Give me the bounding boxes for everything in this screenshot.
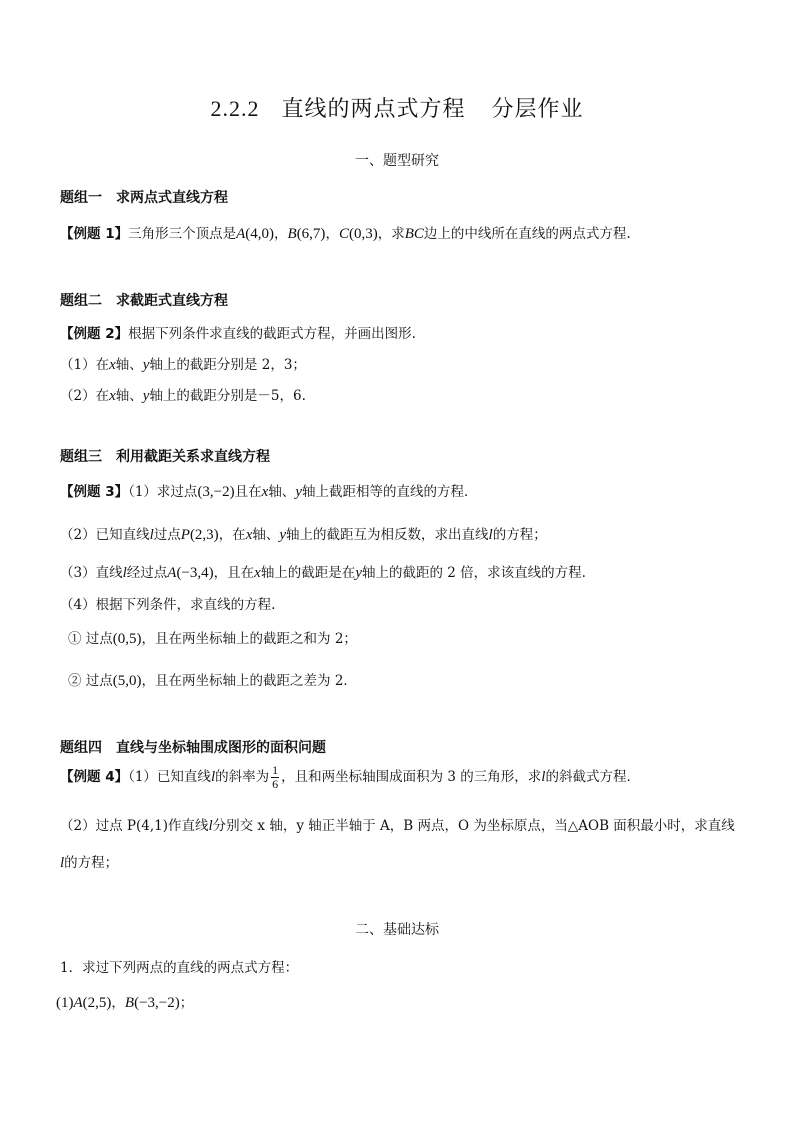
example3-q4-item1 <box>68 627 357 648</box>
group2-title: 求截距式直线方程 <box>116 293 228 309</box>
text: （2）已知直线 <box>60 527 150 543</box>
segment-label: BC <box>404 226 424 242</box>
text: （1）已知直线 <box>128 769 211 785</box>
text: 轴上的截距分别是－5，6. <box>149 388 306 404</box>
example3-q1 <box>60 480 477 501</box>
var: l <box>210 769 216 785</box>
text: ，且在两坐标轴上的截距之和为 2； <box>141 631 357 647</box>
var: x <box>109 357 116 373</box>
group1-heading <box>60 187 228 207</box>
group4-heading <box>60 737 326 757</box>
sep: ， <box>325 226 339 242</box>
point-label: A <box>236 226 246 242</box>
fraction-denominator: 6 <box>272 777 279 791</box>
group2-heading <box>60 290 228 310</box>
example4-q2 <box>60 814 735 835</box>
fraction-numerator: 1 <box>272 763 279 777</box>
coord: (−3,−2) <box>134 995 180 1011</box>
var: y <box>279 527 287 543</box>
text: 轴上的截距是在 <box>260 565 356 581</box>
group3-label: 题组三 <box>60 449 102 465</box>
text: 轴、 <box>268 484 296 500</box>
point-label: B <box>287 226 297 242</box>
coord: (0,5) <box>112 631 142 647</box>
sep: ， <box>274 226 288 242</box>
text: 经过点 <box>126 565 168 581</box>
example1-text: ，求 <box>377 226 405 242</box>
text: 轴上截距相等的直线的方程． <box>301 484 478 500</box>
text: （3）直线 <box>60 565 123 581</box>
group1-label: 题组一 <box>60 190 102 206</box>
text: （1）在 <box>60 357 110 373</box>
sep: ， <box>111 995 125 1011</box>
text: ，且和两坐标轴围成面积为 3 的三角形，求 <box>281 769 542 785</box>
var: x <box>245 527 253 543</box>
var: l <box>488 527 493 543</box>
var: x <box>109 388 116 404</box>
example1 <box>60 222 631 243</box>
basic-q1: 1．求过下列两点的直线的两点式方程： <box>60 960 299 976</box>
example4-q2-cont <box>60 851 118 872</box>
coord: (4,0) <box>245 226 275 242</box>
example2-tag: 【例题 2】 <box>60 326 129 342</box>
var: l <box>541 769 546 785</box>
var: l <box>122 565 127 581</box>
example2-item1 <box>60 353 306 374</box>
coord: (2,3) <box>189 527 219 543</box>
example1-text: 三角形三个顶点是 <box>128 226 237 242</box>
text: 的斜率为 <box>215 769 270 785</box>
section-heading-2: 二、基础达标 <box>355 922 439 938</box>
example3-q4: （4）根据下列条件，求直线的方程. <box>60 597 276 613</box>
var: x <box>254 565 261 581</box>
var: y <box>295 484 302 500</box>
text: 分别交 x 轴，y 轴正半轴于 A，B 两点，O 为坐标原点，当△AOB 面积最小时，求直线 <box>212 818 735 834</box>
section-number: 2.2.2 <box>210 96 260 121</box>
coord: (−3,4) <box>176 565 214 581</box>
group3-title: 利用截距关系求直线方程 <box>116 449 270 465</box>
example3-q3 <box>60 561 586 582</box>
text: （2）过点 P(4,1)作直线 <box>60 818 209 834</box>
group2-label: 题组二 <box>60 293 102 309</box>
fraction <box>271 764 279 791</box>
point-label: P <box>180 527 190 543</box>
text: 轴、 <box>252 527 280 543</box>
text: ② 过点 <box>68 673 113 689</box>
text: ，且在 <box>213 565 255 581</box>
text: 且在 <box>234 484 262 500</box>
var: y <box>355 565 362 581</box>
text: ，在 <box>218 527 246 543</box>
point-label: C <box>338 226 349 242</box>
coord: (3,−2) <box>197 484 235 500</box>
text: ① 过点 <box>68 631 113 647</box>
example4-q1 <box>60 764 640 791</box>
var: y <box>142 357 150 373</box>
group4-title: 直线与坐标轴围成图形的面积问题 <box>116 740 326 756</box>
var: x <box>261 484 269 500</box>
coord: (6,7) <box>296 226 326 242</box>
example1-text: 边上的中线所在直线的两点式方程. <box>423 226 631 242</box>
var: l <box>149 527 154 543</box>
point-label: B <box>124 995 135 1011</box>
text: 轴上的截距互为相反数，求出直线 <box>286 527 489 543</box>
text: （1）求过点 <box>128 484 198 500</box>
group3-heading <box>60 446 270 466</box>
example3-q2 <box>60 523 547 544</box>
text: ，且在两坐标轴上的截距之差为 2． <box>141 673 357 689</box>
title-sub: 分层作业 <box>491 97 584 122</box>
text: 轴上的截距分别是 2，3； <box>149 357 306 373</box>
basic-q1-item1 <box>56 991 193 1012</box>
item-number: (1) <box>56 995 74 1011</box>
point-label: A <box>73 995 83 1011</box>
title-main: 直线的两点式方程 <box>281 97 466 122</box>
var: y <box>142 388 150 404</box>
text: 轴、 <box>115 388 143 404</box>
text: 的斜截式方程． <box>545 769 640 785</box>
var: l <box>208 818 213 834</box>
text: 的方程； <box>64 855 119 871</box>
text: 过点 <box>153 527 181 543</box>
group4-label: 题组四 <box>60 740 102 756</box>
group1-title: 求两点式直线方程 <box>116 190 228 206</box>
coord: (0,3) <box>348 226 378 242</box>
point-label: A <box>167 565 177 581</box>
example3-q4-item2 <box>68 669 357 690</box>
text: 的方程； <box>492 527 547 543</box>
text: （2）在 <box>60 388 110 404</box>
coord: (5,0) <box>112 673 142 689</box>
example3-tag: 【例题 3】 <box>60 484 129 500</box>
text: 轴上的截距的 2 倍，求该直线的方程. <box>361 565 586 581</box>
text: ； <box>179 995 194 1011</box>
section-heading-1: 一、题型研究 <box>355 153 439 169</box>
text: 轴、 <box>115 357 143 373</box>
example2 <box>60 322 416 342</box>
example1-tag: 【例题 1】 <box>60 226 129 242</box>
example4-tag: 【例题 4】 <box>60 769 129 785</box>
example2-text: 根据下列条件求直线的截距式方程，并画出图形. <box>128 326 416 342</box>
coord: (2,5) <box>82 995 112 1011</box>
example2-item2 <box>60 384 306 405</box>
page-title <box>0 92 794 123</box>
var: l <box>60 855 65 871</box>
